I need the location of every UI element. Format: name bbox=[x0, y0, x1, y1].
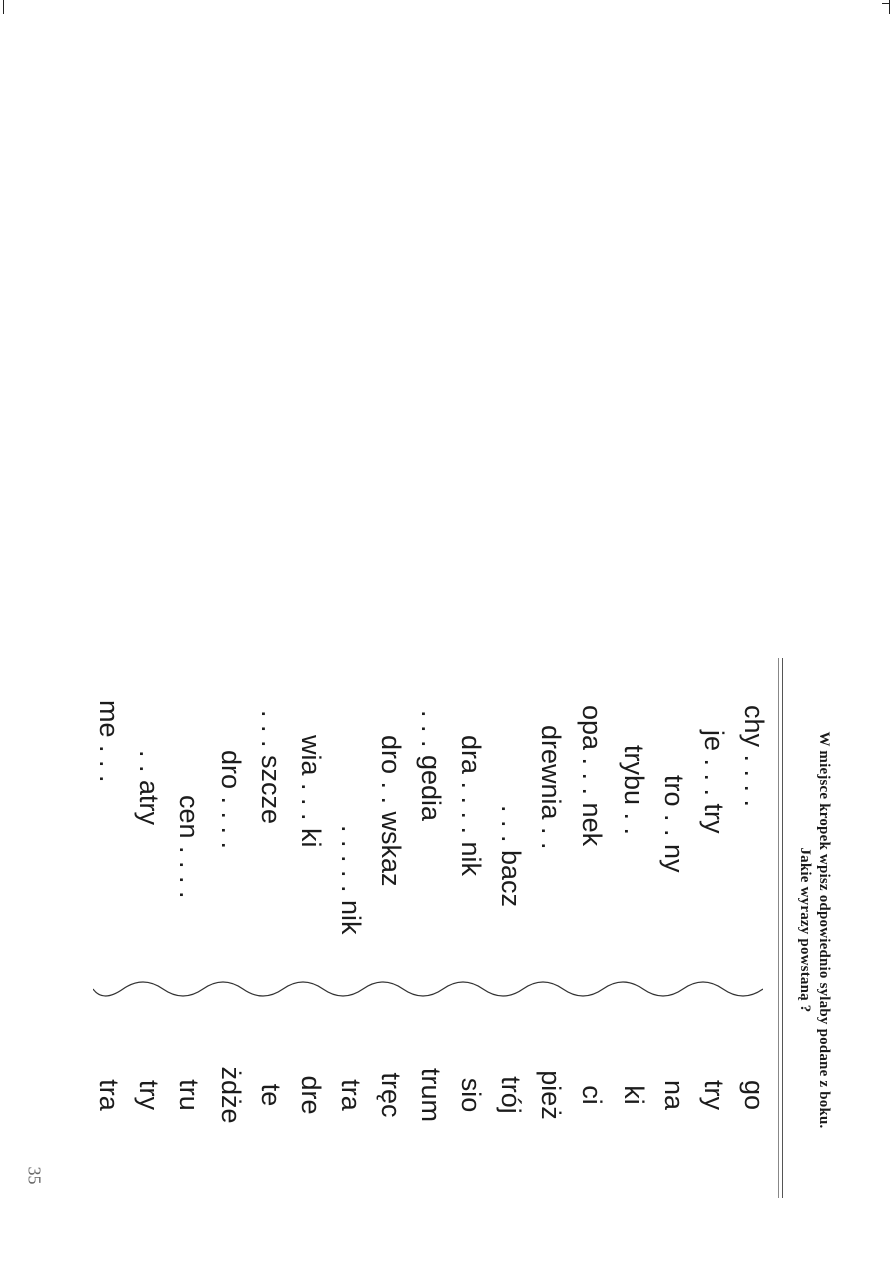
syllable: go bbox=[739, 1079, 769, 1111]
instruction-line-1: W miejsce kropek wpisz odpowiednio sylaby podane z boku. bbox=[816, 731, 832, 1129]
instruction-line-2: Jakie wyrazy powstaną ? bbox=[797, 847, 813, 1013]
title-rule bbox=[782, 658, 783, 1198]
worksheet bbox=[75, 650, 845, 1210]
syllable: żdże bbox=[216, 1066, 246, 1124]
crop-mark-left bbox=[3, 0, 4, 14]
syllable: ki bbox=[619, 1085, 649, 1105]
exercise-line: tro . . ny bbox=[659, 775, 689, 873]
exercise-line: cen . . . . bbox=[174, 795, 204, 899]
exercise-line: je . . . try bbox=[699, 730, 729, 834]
exercise-line: dra . . . . nik bbox=[456, 735, 486, 877]
exercise-line: trybu . . bbox=[619, 745, 649, 836]
exercise-line: dro . . . . bbox=[216, 750, 246, 850]
page-number: 35 bbox=[24, 1166, 45, 1185]
exercise-line: . . . gedia bbox=[416, 710, 446, 822]
exercise-line: . . . . . nik bbox=[336, 825, 366, 935]
exercise-line: opa . . . nek bbox=[577, 705, 607, 847]
syllable: tra bbox=[94, 1079, 124, 1111]
wavy-divider bbox=[93, 975, 763, 1007]
exercise-line: . . atry bbox=[134, 750, 164, 826]
syllable: te bbox=[256, 1083, 286, 1107]
syllable: dre bbox=[296, 1075, 326, 1115]
exercise-line: me . . . bbox=[94, 700, 124, 783]
syllable: trój bbox=[496, 1076, 526, 1114]
exercise-line: . . . bacz bbox=[496, 805, 526, 908]
syllable: try bbox=[134, 1080, 164, 1110]
syllable: trum bbox=[416, 1068, 446, 1122]
syllable: pież bbox=[536, 1070, 566, 1120]
syllable: na bbox=[659, 1079, 689, 1111]
syllable: try bbox=[699, 1080, 729, 1110]
title-rule-secondary bbox=[778, 658, 779, 1198]
syllable: tręc bbox=[376, 1072, 406, 1118]
exercise-line: drewnia . . bbox=[536, 725, 566, 850]
syllable: tra bbox=[336, 1079, 366, 1111]
exercise-line: chy . . . . bbox=[739, 705, 769, 808]
exercise-line: dro . . wskaz bbox=[376, 735, 406, 887]
exercise-line: . . . szcze bbox=[256, 710, 286, 825]
syllable: ci bbox=[577, 1085, 607, 1105]
syllable: tru bbox=[174, 1079, 204, 1111]
crop-mark-right bbox=[889, 0, 890, 14]
syllable: sio bbox=[456, 1077, 486, 1113]
exercise-line: wia . . . ki bbox=[296, 735, 326, 848]
instructions bbox=[795, 650, 833, 1210]
